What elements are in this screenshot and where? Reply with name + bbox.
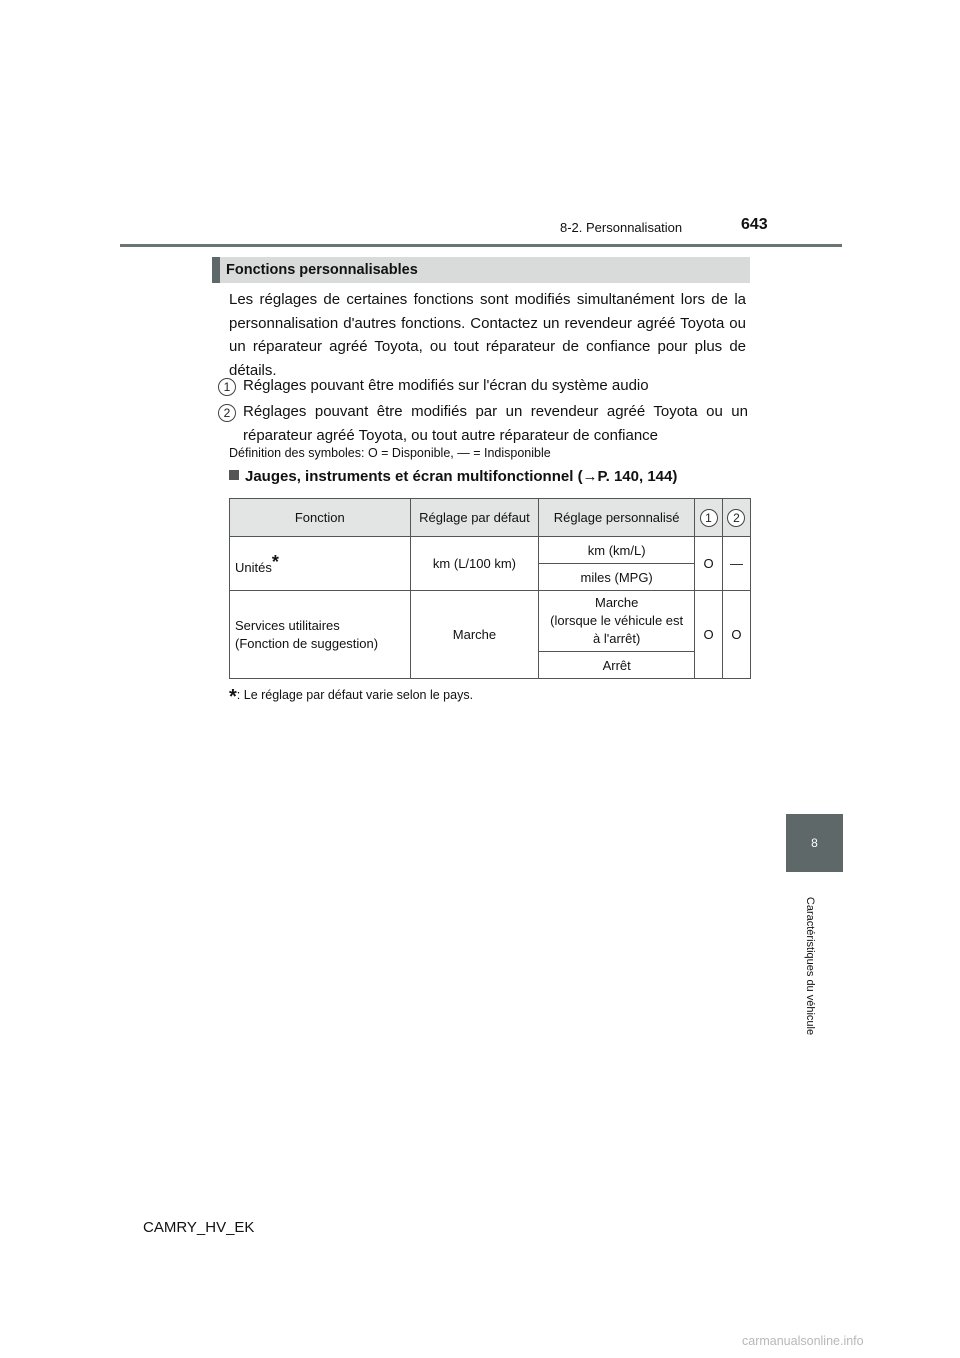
chapter-side-label: Caractéristiques du véhicule (804, 896, 816, 1036)
cell-custom: miles (MPG) (539, 564, 695, 591)
header-col-1 (695, 499, 723, 537)
square-bullet-icon (229, 470, 239, 480)
cell-default: Marche (410, 591, 539, 679)
section-title-accent (212, 257, 220, 283)
table-row (230, 537, 751, 564)
header-section: 8-2. Personnalisation (560, 220, 683, 235)
cell-col-2: — (722, 537, 750, 591)
chapter-tab: 8 (786, 814, 843, 872)
settings-table (229, 498, 751, 679)
footnote (229, 686, 473, 709)
header-fonction: Fonction (230, 499, 411, 537)
item-2-text: Réglages pouvant être modifiés par un revendeur agréé Toyota ou un réparateur agréé Toyota, ou tout autre réparateur de confiance (243, 403, 748, 444)
header-default: Réglage par défaut (410, 499, 539, 537)
cell-function: Unités* (230, 537, 411, 591)
footnote-star: * (229, 686, 237, 708)
cell-function: Services utilitaires (Fonction de suggestion) (230, 591, 411, 679)
section-title: Fonctions personnalisables (226, 262, 418, 278)
page-number: 643 (741, 216, 768, 233)
table-header-row (230, 499, 751, 537)
header-col-2 (722, 499, 750, 537)
item-1-text: Réglages pouvant être modifiés sur l'écran du système audio (243, 377, 649, 394)
footer-model: CAMRY_HV_EK (143, 1219, 255, 1236)
cell-custom: Arrêt (539, 652, 695, 679)
footnote-text: : Le réglage par défaut varie selon le pays. (236, 688, 474, 702)
header-custom: Réglage personnalisé (539, 499, 695, 537)
subsection-heading-text: Jauges, instruments et écran multifonctionnel (→P. 140, 144) (245, 468, 678, 485)
cell-col-2: O (722, 591, 750, 679)
cell-custom: Marche (lorsque le véhicule est à l'arrêt) (539, 591, 695, 652)
item-number-2: 2 (218, 404, 236, 422)
cell-col-1: O (695, 591, 723, 679)
header-rule (120, 244, 842, 247)
table-row (230, 591, 751, 652)
cell-default: km (L/100 km) (410, 537, 539, 591)
cell-col-1: O (695, 537, 723, 591)
header-number-2: 2 (727, 509, 745, 527)
subsection-heading (229, 468, 677, 485)
item-number-1: 1 (218, 378, 236, 396)
header-number-1: 1 (700, 509, 718, 527)
symbols-definition: Définition des symboles: O = Disponible, — = Indisponible (229, 446, 551, 460)
cell-custom: km (km/L) (539, 537, 695, 564)
watermark: carmanualsonline.info (742, 1334, 864, 1348)
intro-paragraph: Les réglages de certaines fonctions sont modifiés simultanément lors de la personnalisation d'autres fonctions. Contactez un revendeur agréé Toyota ou un réparateur agréé Toyota, ou tout réparateur de confiance pour plus de détails. (229, 291, 746, 379)
